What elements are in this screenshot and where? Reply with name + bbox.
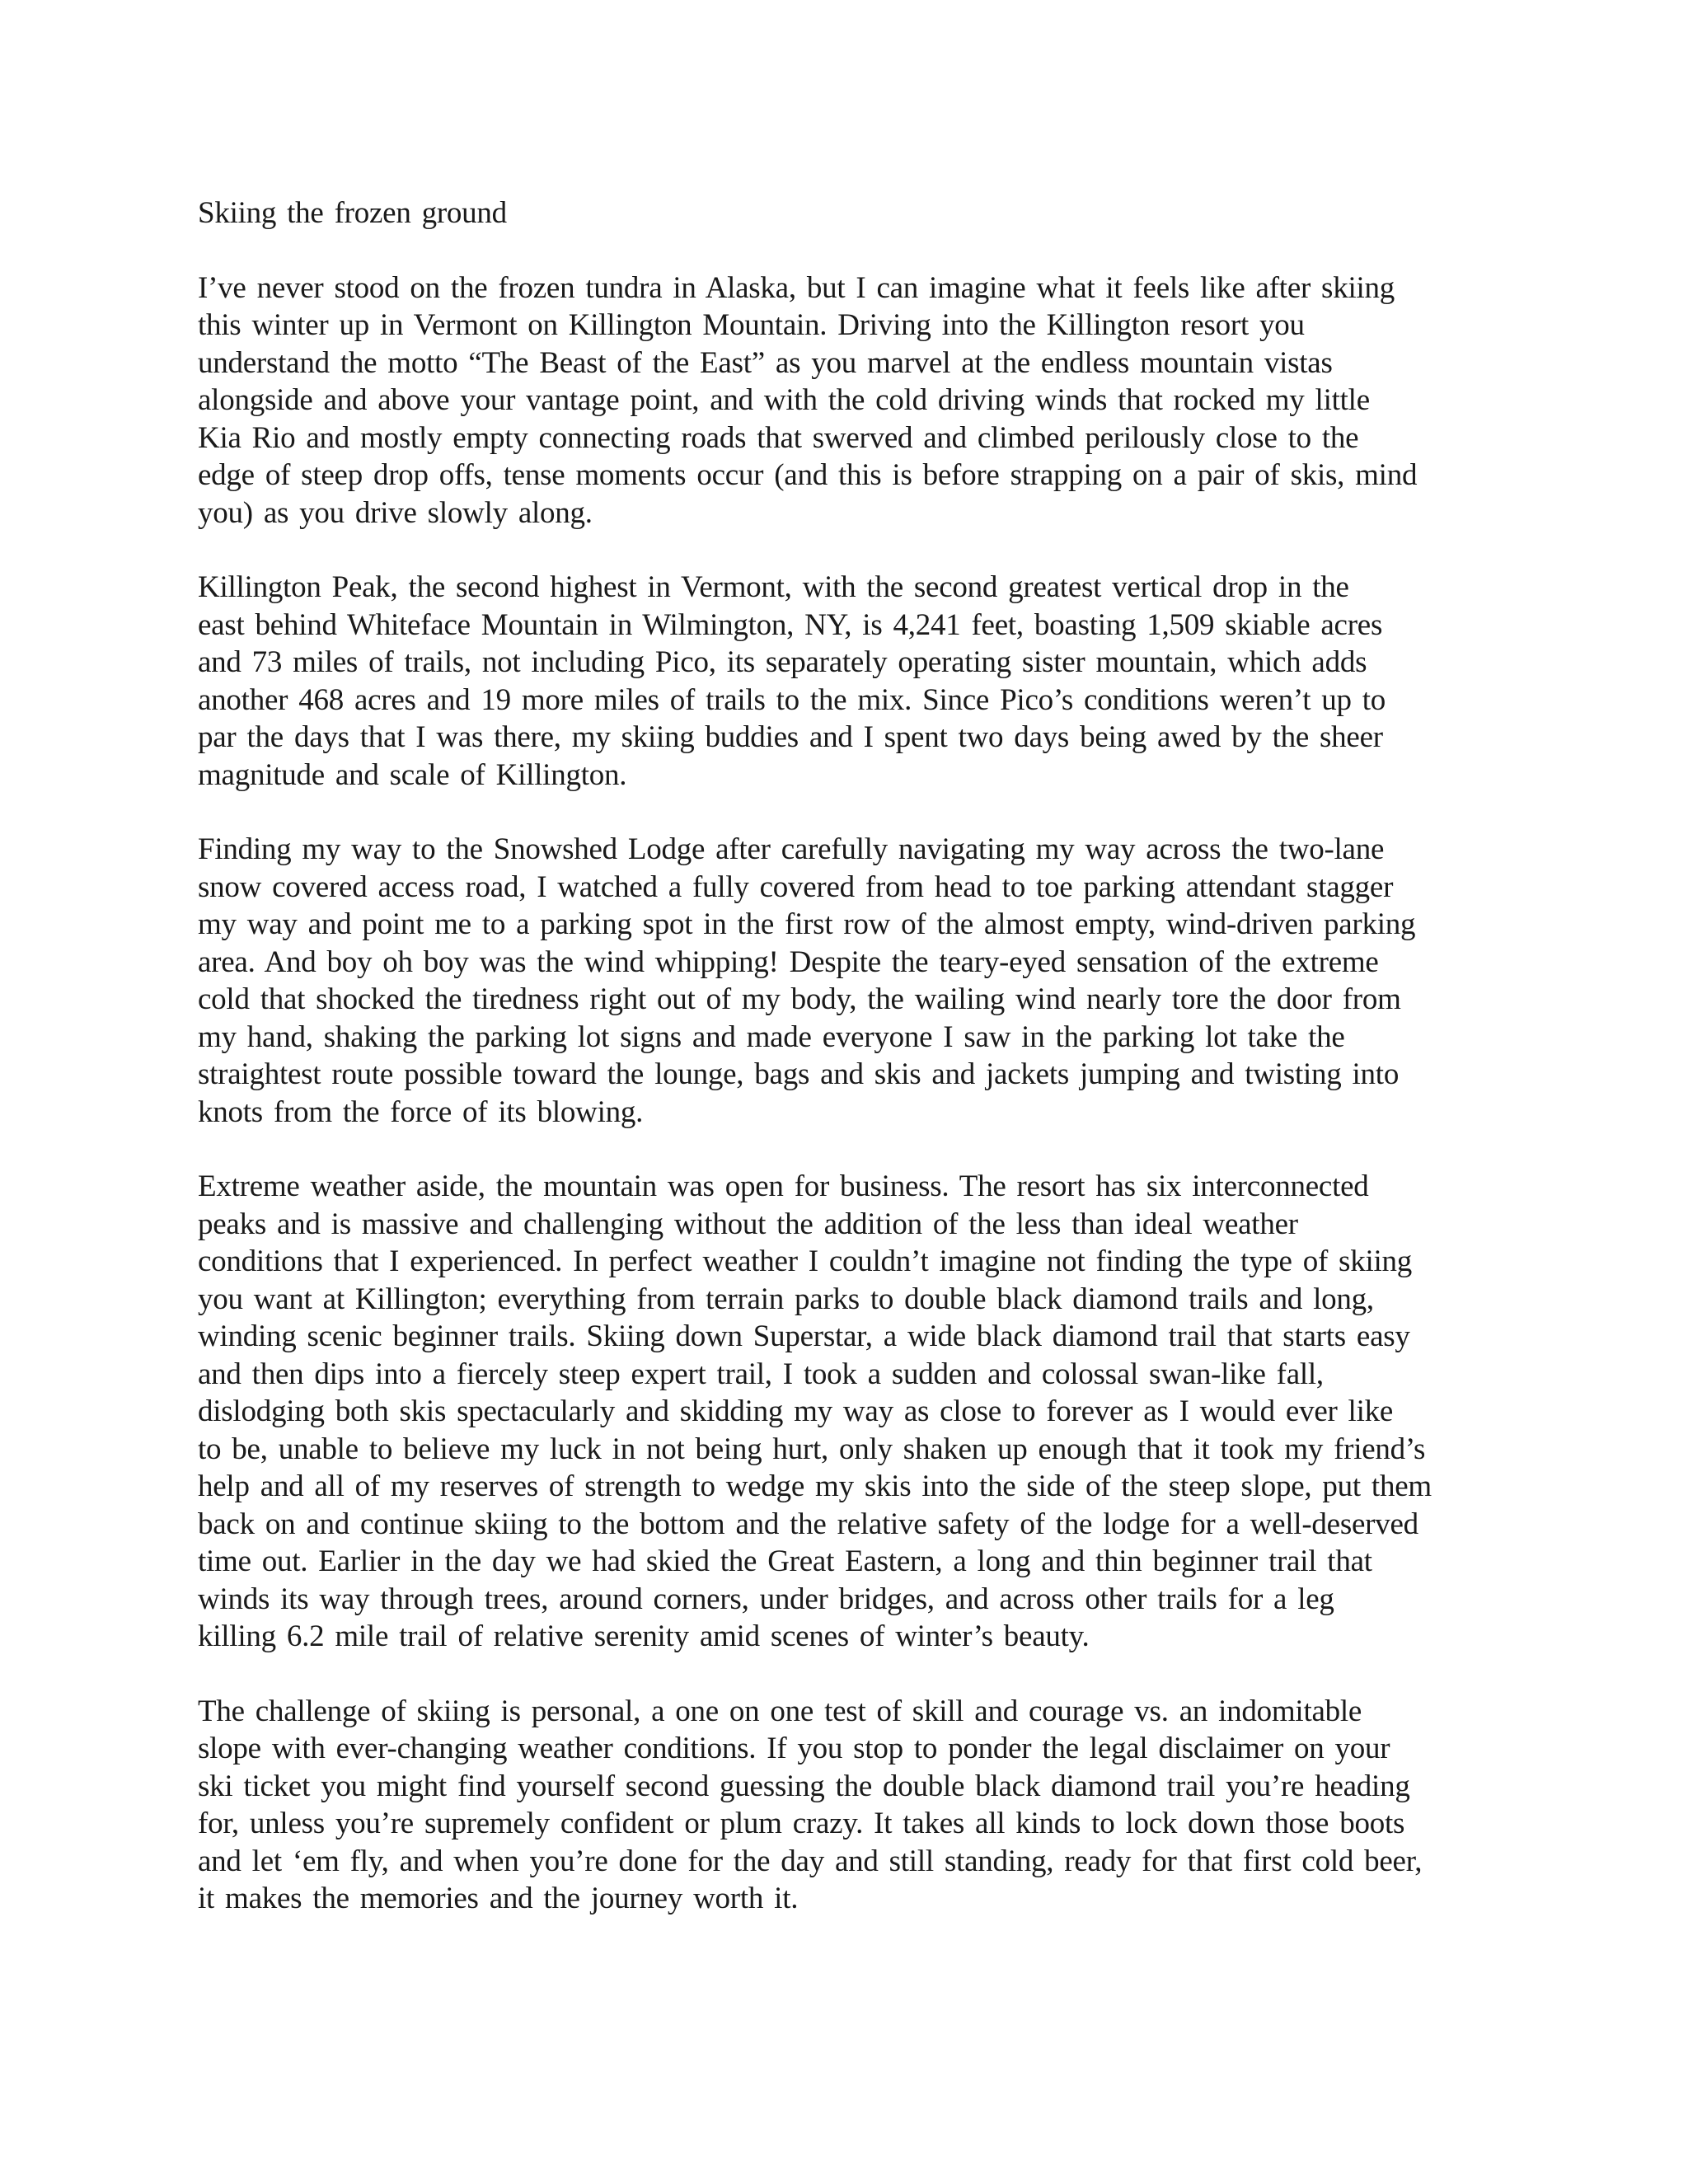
text-line: edge of steep drop offs, tense moments occur (and this is before strapping on a pair of skis, mind <box>198 458 1418 492</box>
paragraph <box>198 831 1484 1131</box>
text-line: snow covered access road, I watched a fully covered from head to toe parking attendant stagger <box>198 869 1394 904</box>
text-line: winds its way through trees, around corners, under bridges, and across other trails for a leg <box>198 1582 1334 1616</box>
text-line: I’ve never stood on the frozen tundra in Alaska, but I can imagine what it feels like after skiing <box>198 270 1395 305</box>
text-line: and 73 miles of trails, not including Pico, its separately operating sister mountain, which adds <box>198 645 1367 679</box>
text-line: alongside and above your vantage point, and with the cold driving winds that rocked my little <box>198 383 1370 417</box>
text-line: this winter up in Vermont on Killington Mountain. Driving into the Killington resort you <box>198 308 1305 342</box>
text-line: my way and point me to a parking spot in the first row of the almost empty, wind-driven parking <box>198 907 1416 941</box>
text-line: dislodging both skis spectacularly and skidding my way as close to forever as I would ever like <box>198 1394 1394 1428</box>
text-line: peaks and is massive and challenging without the addition of the less than ideal weather <box>198 1207 1298 1241</box>
text-line: east behind Whiteface Mountain in Wilmington, NY, is 4,241 feet, boasting 1,509 skiable acres <box>198 607 1383 642</box>
text-line: back on and continue skiing to the bottom and the relative safety of the lodge for a well-deserved <box>198 1507 1418 1541</box>
text-line: you want at Killington; everything from terrain parks to double black diamond trails and long, <box>198 1282 1374 1316</box>
text-line: it makes the memories and the journey worth it. <box>198 1882 799 1915</box>
text-line: cold that shocked the tiredness right out of my body, the wailing wind nearly tore the door from <box>198 982 1401 1016</box>
paragraph-list <box>198 269 1484 1918</box>
text-line: killing 6.2 mile trail of relative serenity amid scenes of winter’s beauty. <box>198 1619 1090 1653</box>
text-line: The challenge of skiing is personal, a one on one test of skill and courage vs. an indomitable <box>198 1694 1362 1728</box>
text-line: slope with ever-changing weather conditions. If you stop to ponder the legal disclaimer on your <box>198 1732 1390 1765</box>
text-line: magnitude and scale of Killington. <box>198 757 627 792</box>
text-line: Finding my way to the Snowshed Lodge after carefully navigating my way across the two-lane <box>198 832 1385 866</box>
text-line: understand the motto “The Beast of the East” as you marvel at the endless mountain vistas <box>198 345 1333 380</box>
document-title: Skiing the frozen ground <box>198 196 507 230</box>
paragraph <box>198 1168 1484 1656</box>
text-line: straightest route possible toward the lounge, bags and skis and jackets jumping and twisting into <box>198 1057 1400 1091</box>
text-line: and then dips into a fiercely steep expert trail, I took a sudden and colossal swan-like fall, <box>198 1357 1324 1391</box>
text-line: Kia Rio and mostly empty connecting roads that swerved and climbed perilously close to the <box>198 420 1359 455</box>
text-line: conditions that I experienced. In perfect weather I couldn’t imagine not finding the type of skiing <box>198 1244 1413 1278</box>
text-line: another 468 acres and 19 more miles of trails to the mix. Since Pico’s conditions weren’t up to <box>198 682 1386 717</box>
text-line: area. And boy oh boy was the wind whipping! Despite the teary-eyed sensation of the extreme <box>198 944 1379 979</box>
document-body <box>198 194 1484 1955</box>
paragraph <box>198 1693 1484 1918</box>
text-line: par the days that I was there, my skiing buddies and I spent two days being awed by the sheer <box>198 720 1383 754</box>
text-line: winding scenic beginner trails. Skiing down Superstar, a wide black diamond trail that starts easy <box>198 1319 1410 1353</box>
text-line: and let ‘em fly, and when you’re done for the day and still standing, ready for that first cold beer, <box>198 1844 1423 1878</box>
text-line: knots from the force of its blowing. <box>198 1094 644 1129</box>
text-line: ski ticket you might find yourself second guessing the double black diamond trail you’re heading <box>198 1769 1410 1803</box>
paragraph <box>198 269 1484 532</box>
text-line: you) as you drive slowly along. <box>198 495 593 530</box>
text-line: for, unless you’re supremely confident or plum crazy. It takes all kinds to lock down those boots <box>198 1807 1405 1840</box>
text-line: Killington Peak, the second highest in Vermont, with the second greatest vertical drop in the <box>198 570 1349 604</box>
text-line: my hand, shaking the parking lot signs and made everyone I saw in the parking lot take the <box>198 1019 1345 1054</box>
text-line: help and all of my reserves of strength to wedge my skis into the side of the steep slope, put them <box>198 1469 1432 1503</box>
text-line: Extreme weather aside, the mountain was open for business. The resort has six interconnected <box>198 1169 1369 1203</box>
paragraph <box>198 569 1484 794</box>
text-line: time out. Earlier in the day we had skied the Great Eastern, a long and thin beginner trail that <box>198 1544 1372 1578</box>
text-line: to be, unable to believe my luck in not being hurt, only shaken up enough that it took my friend’s <box>198 1432 1426 1466</box>
